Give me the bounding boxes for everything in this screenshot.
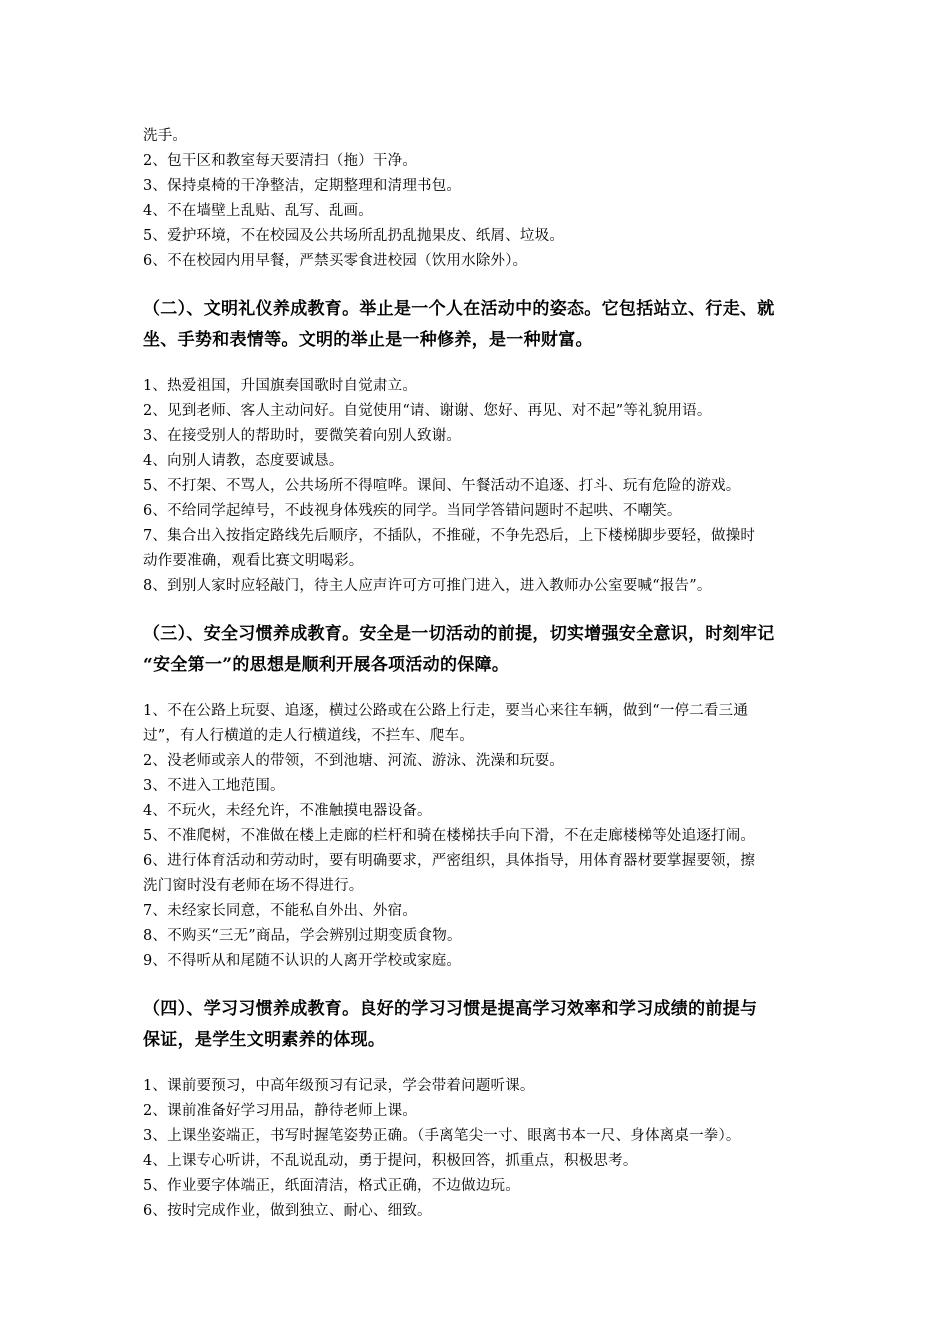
document-page [143, 124, 823, 1224]
section-heading [143, 619, 823, 681]
section-study-habits [143, 994, 823, 1224]
section-list [143, 374, 823, 599]
list-item: 3、在接受别人的帮助时，要微笑着向别人致谢。 [143, 428, 462, 444]
list-item: 4、向别人请教，态度要诚恳。 [143, 453, 344, 469]
list-item: 洗门窗时没有老师在场不得进行。 [143, 878, 364, 894]
list-item: 6、进行体育活动和劳动时，要有明确要求，严密组织，具体指导，用体育器材要掌握要领，擦 [143, 853, 756, 869]
list-item: 9、不得听从和尾随不认识的人离开学校或家庭。 [143, 953, 462, 969]
section-list [143, 1074, 823, 1224]
list-item: 7、未经家长同意，不能私自外出、外宿。 [143, 903, 418, 919]
heading-line: 保证，是学生文明素养的体现。 [143, 1030, 386, 1050]
list-item: 4、上课专心听讲，不乱说乱动，勇于提问，积极回答，抓重点，积极思考。 [143, 1153, 638, 1169]
heading-line: “安全第一”的思想是顺利开展各项活动的保障。 [143, 655, 510, 675]
list-item: 4、不在墙壁上乱贴、乱写、乱画。 [143, 203, 373, 219]
section-heading [143, 994, 823, 1056]
heading-line: （三）、安全习惯养成教育。安全是一切活动的前提，切实增强安全意识，时刻牢记 [143, 624, 775, 644]
list-item: 1、课前要预习，中高年级预习有记录，学会带着问题听课。 [143, 1078, 535, 1094]
list-item: 6、不在校园内用早餐，严禁买零食进校园（饮用水除外）。 [143, 253, 528, 269]
section-heading [143, 294, 823, 356]
list-item: 8、到别人家时应轻敲门，待主人应声许可方可推门进入，进入教师办公室要喊“报告”。 [143, 578, 712, 594]
list-item: 6、按时完成作业，做到独立、耐心、细致。 [143, 1203, 432, 1219]
list-item: 洗手。 [143, 128, 188, 144]
list-item: 3、不进入工地范围。 [143, 778, 285, 794]
list-item: 5、作业要字体端正，纸面清洁，格式正确，不边做边玩。 [143, 1178, 520, 1194]
intro-list [143, 124, 823, 274]
list-item: 6、不给同学起绰号，不歧视身体残疾的同学。当同学答错问题时不起哄、不嘲笑。 [143, 503, 682, 519]
list-item: 2、包干区和教室每天要清扫（拖）干净。 [143, 153, 418, 169]
list-item: 2、没老师或亲人的带领，不到池塘、河流、游泳、洗澡和玩耍。 [143, 753, 565, 769]
heading-line: （二）、文明礼仪养成教育。举止是一个人在活动中的姿态。它包括站立、行走、就 [143, 299, 775, 319]
section-etiquette [143, 294, 823, 599]
section-list [143, 699, 823, 974]
list-item: 5、不准爬树，不准做在楼上走廊的栏杆和骑在楼梯扶手向下滑，不在走廊楼梯等处追逐打闹。 [143, 828, 756, 844]
heading-line: （四）、学习习惯养成教育。良好的学习习惯是提高学习效率和学习成绩的前提与 [143, 999, 758, 1019]
section-safety [143, 619, 823, 974]
list-item: 4、不玩火，未经允许，不准触摸电器设备。 [143, 803, 432, 819]
list-item: 2、见到老师、客人主动问好。自觉使用“请、谢谢、您好、再见、对不起”等礼貌用语。 [143, 403, 712, 419]
list-item: 1、热爱祖国，升国旗奏国歌时自觉肃立。 [143, 378, 418, 394]
list-item: 过”，有人行横道的走人行横道线，不拦车、爬车。 [143, 728, 475, 744]
list-item: 7、集合出入按指定路线先后顺序，不插队，不推碰，不争先恐后，上下楼梯脚步要轻，做操时 [143, 528, 756, 544]
list-item: 3、保持桌椅的干净整洁，定期整理和清理书包。 [143, 178, 462, 194]
list-item: 2、课前准备好学习用品，静待老师上课。 [143, 1103, 418, 1119]
list-item: 3、上课坐姿端正，书写时握笔姿势正确。（手离笔尖一寸、眼离书本一尺、身体离桌一拳）。 [143, 1128, 741, 1144]
list-item: 动作要准确，观看比赛文明喝彩。 [143, 553, 364, 569]
heading-line: 坐、手势和表情等。文明的举止是一种修养，是一种财富。 [143, 330, 593, 350]
list-item: 5、不打架、不骂人，公共场所不得喧哗。课间、午餐活动不追逐、打斗、玩有危险的游戏。 [143, 478, 741, 494]
list-item: 8、不购买“三无”商品，学会辨别过期变质食物。 [143, 928, 462, 944]
list-item: 5、爱护环境，不在校园及公共场所乱扔乱抛果皮、纸屑、垃圾。 [143, 228, 565, 244]
list-item: 1、不在公路上玩耍、追逐，横过公路或在公路上行走，要当心来往车辆，做到“一停二看三通 [143, 703, 749, 719]
